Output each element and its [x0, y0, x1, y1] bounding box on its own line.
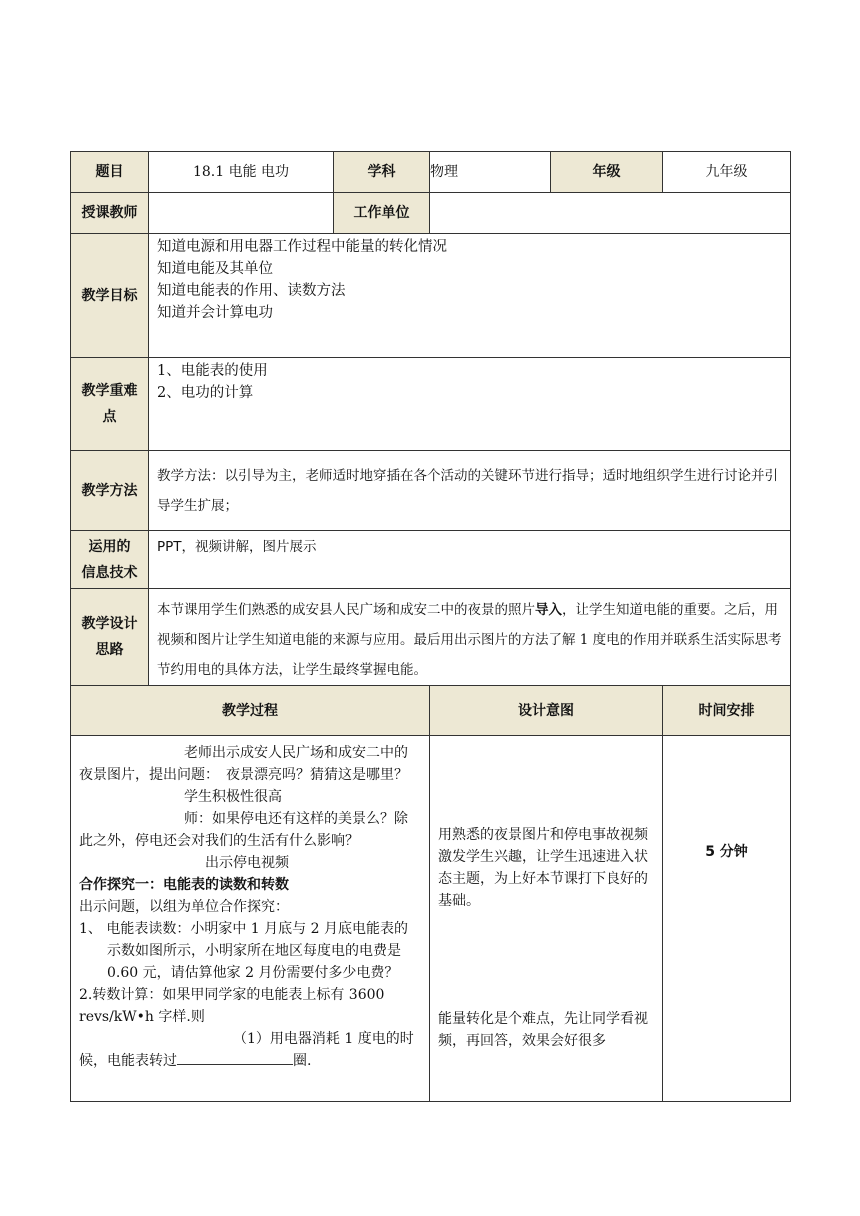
- tech-label-line2: 信息技术: [81, 564, 138, 581]
- row-process-content: [71, 736, 791, 1102]
- design-label-line2: 思路: [95, 642, 124, 658]
- goal-item: 知道并会计算电功: [157, 305, 273, 321]
- goal-item: 知道电能表的作用、读数方法: [157, 283, 346, 299]
- design-label: [71, 589, 149, 686]
- design-content: [149, 589, 791, 686]
- subject-label: 学科: [334, 152, 430, 193]
- key-point-item: 1、电能表的使用: [157, 363, 268, 379]
- process-p3: 师：如果停电还有这样的美景么？除此之外，停电还会对我们的生活有什么影响？: [79, 811, 408, 849]
- process-p2: 学生积极性很高: [184, 789, 282, 805]
- process-p5: 合作探究一：电能表的读数和转数: [79, 877, 289, 893]
- time-t1: 5 分钟: [705, 844, 748, 860]
- key-points-label-line2: 点: [102, 409, 117, 425]
- work-unit-label: 工作单位: [334, 193, 430, 234]
- tech-text: PPT，视频讲解，图片展示: [157, 539, 317, 555]
- process-p4: 出示停电视频: [205, 855, 289, 871]
- intent-i2: 能量转化是个难点，先让同学看视频，再回答，效果会好很多: [438, 1011, 648, 1049]
- row-tech: [71, 531, 791, 589]
- row-design: [71, 589, 791, 686]
- process-p9-before: （1）用电器消耗 1 度电的时候，电能表转过: [79, 1031, 414, 1069]
- intent-content: [430, 736, 663, 1102]
- methods-text: 教学方法：以引导为主，老师适时地穿插在各个活动的关键环节进行指导；适时地组织学生进行讨论并引导学生扩展；: [157, 467, 778, 514]
- row-key-points: [71, 358, 791, 451]
- work-unit-value: [430, 193, 791, 234]
- process-p9-after: 圈.: [293, 1053, 312, 1069]
- intent-header: 设计意图: [430, 686, 663, 736]
- teacher-label: 授课教师: [71, 193, 149, 234]
- key-points-label-line1: 教学重难: [81, 383, 138, 399]
- design-text: [149, 589, 790, 685]
- process-p7: 1、 电能表读数：小明家中 1 月底与 2 月底电能表的示数如图所示，小明家所在地区每度电的电费是 0.60 元，请估算他家 2 月份需要付多少电费？: [79, 921, 408, 981]
- goals-content: [149, 234, 791, 358]
- row-methods: [71, 451, 791, 531]
- methods-label: 教学方法: [71, 451, 149, 531]
- goal-item: 知道电能及其单位: [157, 261, 273, 277]
- intent-i1: 用熟悉的夜景图片和停电事故视频激发学生兴趣，让学生迅速进入状态主题，为上好本节课打下良好的基础。: [438, 827, 648, 909]
- design-text-bold: 导入: [535, 602, 562, 618]
- key-points-list: [149, 358, 790, 406]
- process-p8: 2.转数计算：如果甲同学家的电能表上标有 3600 revs/kW•h 字样.则: [79, 987, 385, 1025]
- row-process-header: [71, 686, 791, 736]
- tech-content: [149, 531, 791, 589]
- tech-label-line1: 运用的: [88, 538, 131, 555]
- answer-blank: [177, 1050, 293, 1065]
- key-points-label: [71, 358, 149, 451]
- key-points-content: [149, 358, 791, 451]
- process-p6: 出示问题，以组为单位合作探究：: [79, 899, 289, 915]
- grade-label: 年级: [551, 152, 663, 193]
- row-topic: [71, 152, 791, 193]
- process-p9: [79, 1028, 421, 1072]
- time-content: [663, 736, 791, 1102]
- time-header: 时间安排: [663, 686, 791, 736]
- key-point-item: 2、电功的计算: [157, 385, 254, 401]
- grade-value: 九年级: [663, 152, 791, 193]
- goals-list: [149, 234, 790, 326]
- process-p1: 老师出示成安人民广场和成安二中的夜景图片，提出问题： 夜景漂亮吗？猜猜这是哪里？: [79, 745, 408, 783]
- topic-value: 18.1 电能 电功: [149, 152, 334, 193]
- design-label-line1: 教学设计: [81, 616, 138, 632]
- goals-label: 教学目标: [71, 234, 149, 358]
- methods-content: [149, 451, 791, 531]
- topic-label: 题目: [71, 152, 149, 193]
- row-goals: [71, 234, 791, 358]
- teacher-value: [149, 193, 334, 234]
- lesson-plan-table: [70, 151, 791, 1102]
- subject-value: 物理: [430, 152, 551, 193]
- process-content: [71, 736, 430, 1102]
- design-text-after: ，让学生知道电能的重要。之后，用视频和图片让学生知道电能的来源与应用。最后用出示图片的方法了解 1 度电的作用并联系生活实际思考节约用电的具体方法，让学生最终掌握电能。: [157, 602, 782, 678]
- tech-label: [71, 531, 149, 589]
- goal-item: 知道电源和用电器工作过程中能量的转化情况: [157, 239, 447, 255]
- design-text-before: 本节课用学生们熟悉的成安县人民广场和成安二中的夜景的照片: [157, 602, 535, 618]
- row-teacher: [71, 193, 791, 234]
- process-header: 教学过程: [71, 686, 430, 736]
